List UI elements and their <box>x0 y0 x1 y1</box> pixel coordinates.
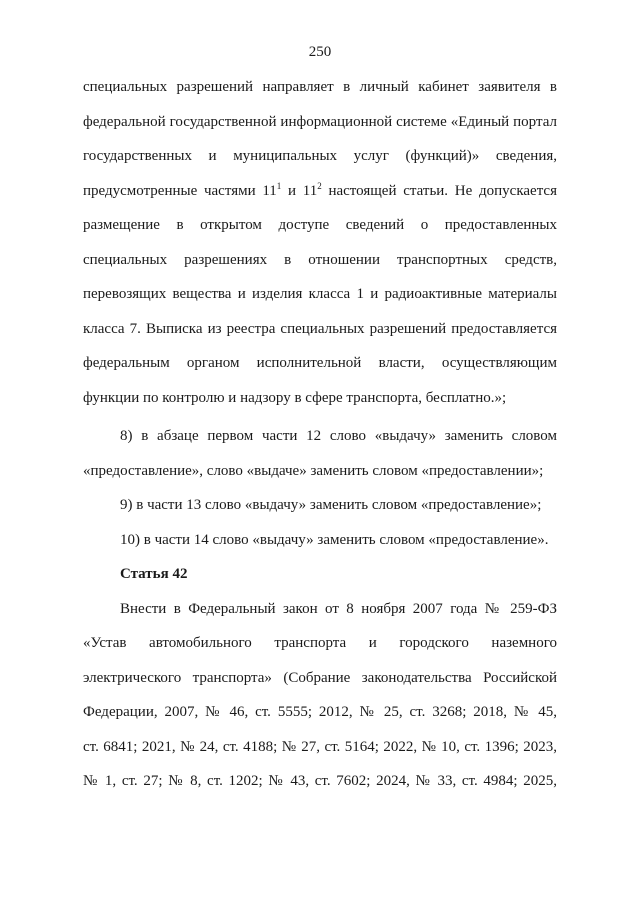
text-line: «предоставление», слово «выдаче» заменить словом «предоставлении»; <box>83 462 544 479</box>
text-line: электрического транспорта» (Собрание законодательства Российской <box>83 669 557 686</box>
text-line: перевозящих вещества и изделия класса 1 и радиоактивные материалы <box>83 286 557 302</box>
text-line: Внести в Федеральный закон от 8 ноября 2007 года № 259-ФЗ <box>120 600 557 617</box>
superscript: 1 <box>276 180 282 191</box>
text-fragment: предусмотренные частями 11 <box>83 182 277 199</box>
text-line: размещение в открытом доступе сведений о предоставленных <box>83 217 557 233</box>
text-line: специальных разрешений направляет в личный кабинет заявителя в <box>83 79 557 95</box>
text-line: функции по контролю и надзору в сфере транспорта, бесплатно.»; <box>83 389 507 406</box>
text-fragment: и 11 <box>281 182 318 199</box>
article-heading: Статья 42 <box>120 566 188 582</box>
text-line: Федерации, 2007, № 46, ст. 5555; 2012, № 25, ст. 3268; 2018, № 45, <box>83 704 557 720</box>
text-fragment: настоящей статьи. Не допускается <box>321 182 557 199</box>
text-line: «Устав автомобильного транспорта и городского наземного <box>83 635 557 651</box>
text-line: 10) в части 14 слово «выдачу» заменить словом «предоставление». <box>120 531 549 548</box>
document-body <box>83 77 557 806</box>
text-line: № 1, ст. 27; № 8, ст. 1202; № 43, ст. 7602; 2024, № 33, ст. 4984; 2025, <box>83 773 557 789</box>
text-line: федеральной государственной информационной системе «Единый портал <box>83 113 557 130</box>
text-line: ст. 6841; 2021, № 24, ст. 4188; № 27, ст. 5164; 2022, № 10, ст. 1396; 2023, <box>83 738 557 755</box>
page-number: 250 <box>308 44 332 60</box>
text-line: федеральным органом исполнительной власти, осуществляющим <box>83 355 557 371</box>
text-line: государственных и муниципальных услуг (функций)» сведения, <box>83 148 557 164</box>
text-line: специальных разрешениях в отношении транспортных средств, <box>83 251 557 268</box>
text-line: 8) в абзаце первом части 12 слово «выдачу» заменить словом <box>120 428 557 444</box>
text-line: 9) в части 13 слово «выдачу» заменить словом «предоставление»; <box>120 497 542 513</box>
text-line: класса 7. Выписка из реестра специальных разрешений предоставляется <box>83 320 557 337</box>
text-line-with-superscripts <box>83 181 557 216</box>
superscript: 2 <box>317 180 322 191</box>
